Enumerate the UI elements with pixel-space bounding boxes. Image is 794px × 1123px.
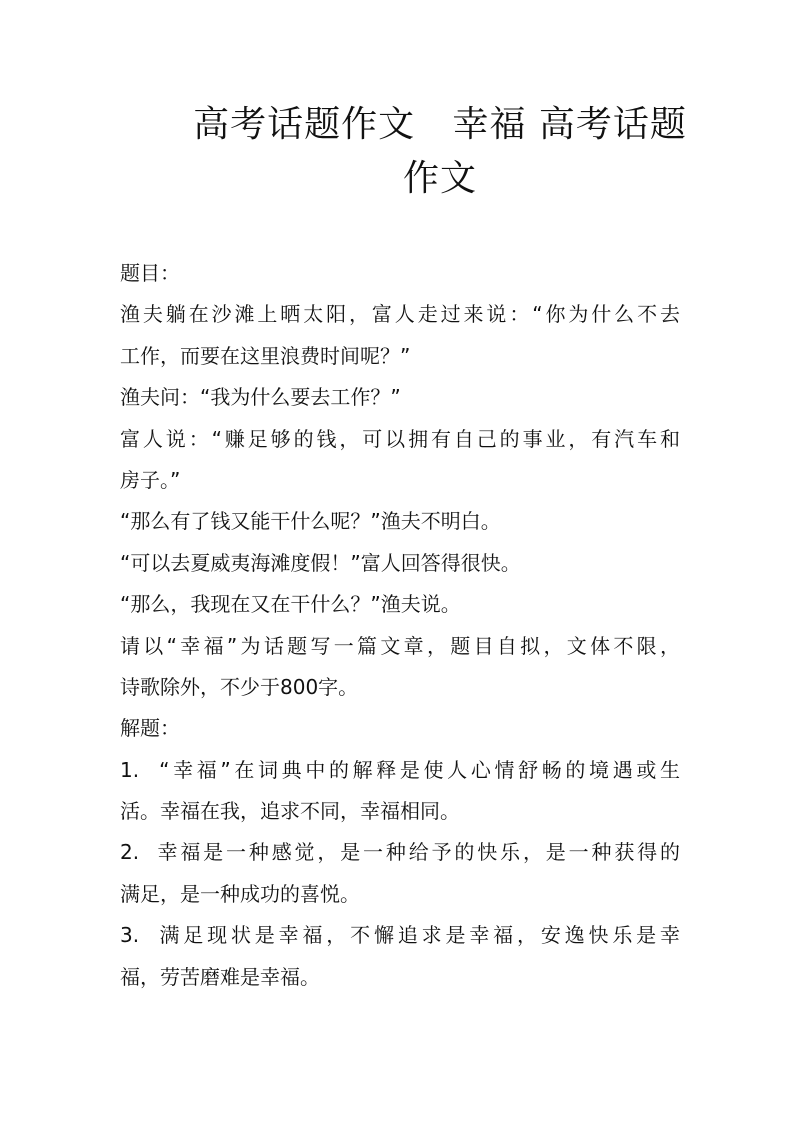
list-item-line: 1. “幸福”在词典中的解释是使人心情舒畅的境遇或生 bbox=[120, 757, 680, 782]
document-body bbox=[120, 253, 680, 998]
list-item-line: 3. 满足现状是幸福，不懈追求是幸福，安逸快乐是幸 bbox=[120, 923, 680, 948]
paragraph-line: 渔夫躺在沙滩上晒太阳，富人走过来说：“你为什么不去 bbox=[120, 302, 680, 327]
paragraph-line: 渔夫问：“我为什么要去工作？” bbox=[120, 385, 401, 410]
paragraph-line: 房子。” bbox=[120, 467, 181, 492]
paragraph-line: 请以“幸福”为话题写一篇文章，题目自拟，文体不限， bbox=[120, 633, 680, 658]
list-item-line: 活。幸福在我，追求不同，幸福相同。 bbox=[120, 799, 460, 824]
title-line-2: 作文 bbox=[402, 158, 477, 199]
paragraph-line: “那么，我现在又在干什么？”渔夫说。 bbox=[120, 592, 461, 617]
paragraph-line: 富人说：“赚足够的钱，可以拥有自己的事业，有汽车和 bbox=[120, 426, 680, 451]
list-item-line: 福，劳苦磨难是幸福。 bbox=[120, 964, 320, 989]
heading-prompt: 题目： bbox=[120, 261, 180, 285]
heading-analysis: 解题： bbox=[120, 716, 180, 741]
document-title bbox=[150, 98, 730, 206]
list-item-line: 2. 幸福是一种感觉，是一种给予的快乐，是一种获得的 bbox=[120, 840, 680, 865]
paragraph-line: “可以去夏威夷海滩度假！”富人回答得很快。 bbox=[120, 550, 521, 575]
list-item-line: 满足，是一种成功的喜悦。 bbox=[120, 881, 360, 906]
paragraph-line: 诗歌除外，不少于800字。 bbox=[120, 674, 359, 699]
paragraph-line: 工作，而要在这里浪费时间呢？” bbox=[120, 343, 411, 368]
paragraph-line: “那么有了钱又能干什么呢？”渔夫不明白。 bbox=[120, 509, 501, 534]
title-line-1: 高考话题作文 幸福 高考话题 bbox=[193, 104, 687, 145]
